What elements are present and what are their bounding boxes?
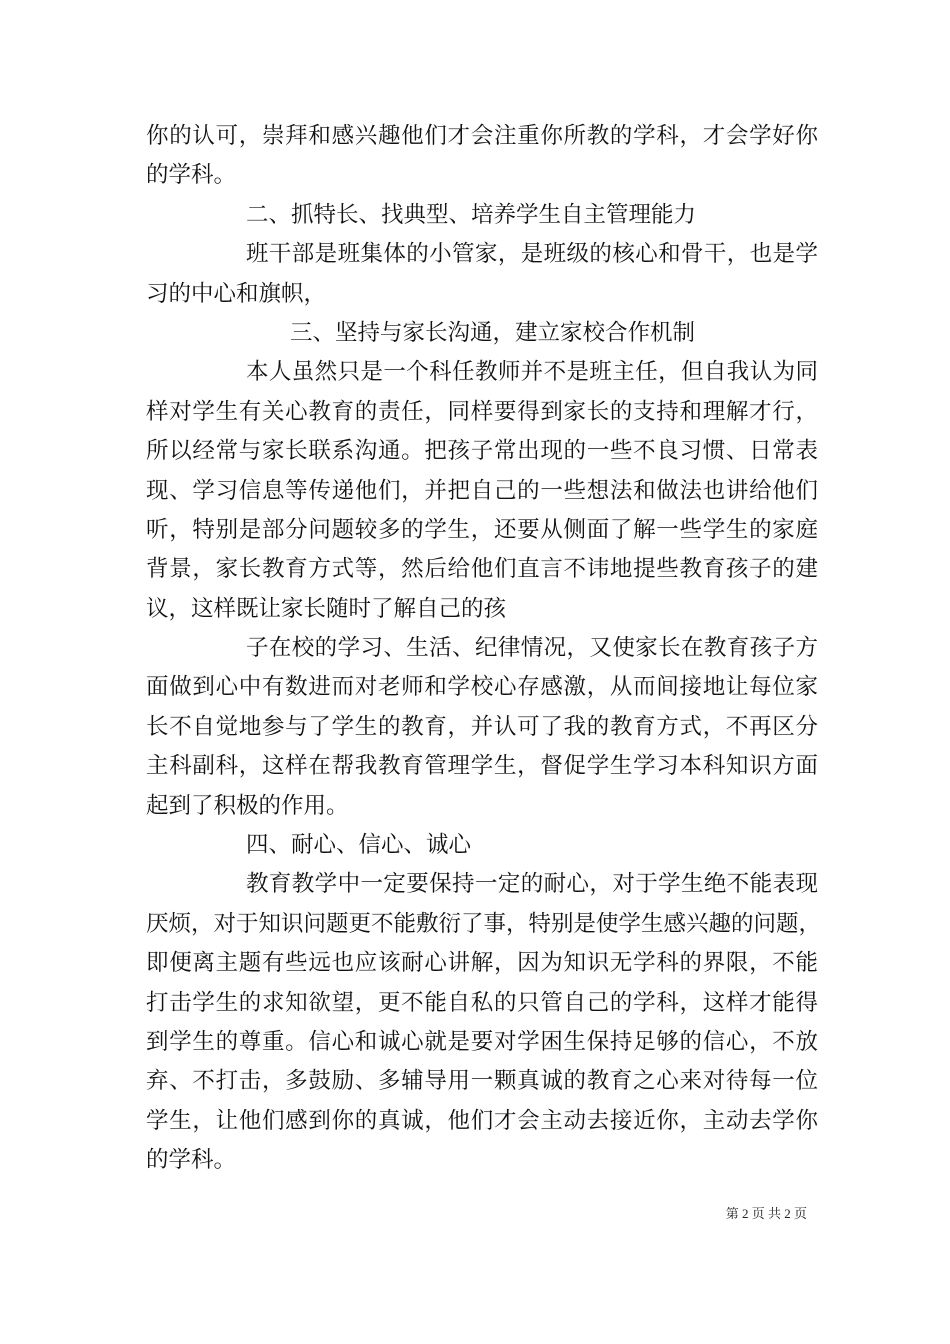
- text-line: 教育教学中一定要保持一定的耐心，对于学生绝不能表现: [246, 871, 818, 898]
- text-line: 起到了积极的作用。: [146, 792, 349, 819]
- text-line: 样对学生有关心教育的责任，同样要得到家长的支持和理解才行，: [146, 398, 818, 425]
- text-line: 厌烦，对于知识问题更不能敷衍了事，特别是使学生感兴趣的问题，: [146, 910, 822, 937]
- text-line: 本人虽然只是一个科任教师并不是班主任，但自我认为同: [246, 359, 818, 386]
- text-line: 议，这样既让家长随时了解自己的孩: [146, 595, 507, 622]
- page-number-footer: 第 2 页 共 2 页: [725, 1206, 807, 1221]
- text-line: 的学科。: [146, 162, 237, 189]
- text-line: 听，特别是部分问题较多的学生，还要从侧面了解一些学生的家庭: [146, 516, 818, 543]
- text-line: 到学生的尊重。信心和诚心就是要对学困生保持足够的信心，不放: [146, 1028, 818, 1055]
- text-line: 习的中心和旗帜，: [146, 280, 327, 307]
- text-line: 学生，让他们感到你的真诚，他们才会主动去接近你，主动去学你: [146, 1107, 818, 1134]
- text-line: 你的认可，崇拜和感兴趣他们才会注重你所教的学科，才会学好你: [146, 123, 818, 149]
- text-line: 现、学习信息等传递他们，并把自己的一些想法和做法也讲给他们: [146, 477, 818, 504]
- text-line: 长不自觉地参与了学生的教育，并认可了我的教育方式，不再区分: [146, 713, 818, 740]
- text-line: 打击学生的求知欲望，更不能自私的只管自己的学科，这样才能得: [146, 989, 818, 1016]
- text-line: 子在校的学习、生活、纪律情况，又使家长在教育孩子方: [246, 635, 818, 662]
- text-line: 的学科。: [146, 1147, 237, 1174]
- text-line: 主科副科，这样在帮我教育管理学生，督促学生学习本科知识方面: [146, 753, 818, 780]
- section-heading: 二、抓特长、找典型、培养学生自主管理能力: [246, 201, 697, 228]
- text-line: 面做到心中有数进而对老师和学校心存感激，从而间接地让每位家: [146, 674, 818, 701]
- text-line: 弃、不打击，多鼓励、多辅导用一颗真诚的教育之心来对待每一位: [146, 1068, 818, 1095]
- document-body: [146, 117, 822, 1181]
- text-line: 所以经常与家长联系沟通。把孩子常出现的一些不良习惯、日常表: [146, 438, 818, 465]
- text-line: 班干部是班集体的小管家，是班级的核心和骨干，也是学: [246, 241, 818, 268]
- section-heading: 四、耐心、信心、诚心: [246, 832, 472, 859]
- text-line: 背景，家长教育方式等，然后给他们直言不讳地提些教育孩子的建: [146, 556, 818, 583]
- section-heading: 三、坚持与家长沟通，建立家校合作机制: [290, 319, 696, 346]
- text-line: 即便离主题有些远也应该耐心讲解，因为知识无学科的界限，不能: [146, 950, 818, 977]
